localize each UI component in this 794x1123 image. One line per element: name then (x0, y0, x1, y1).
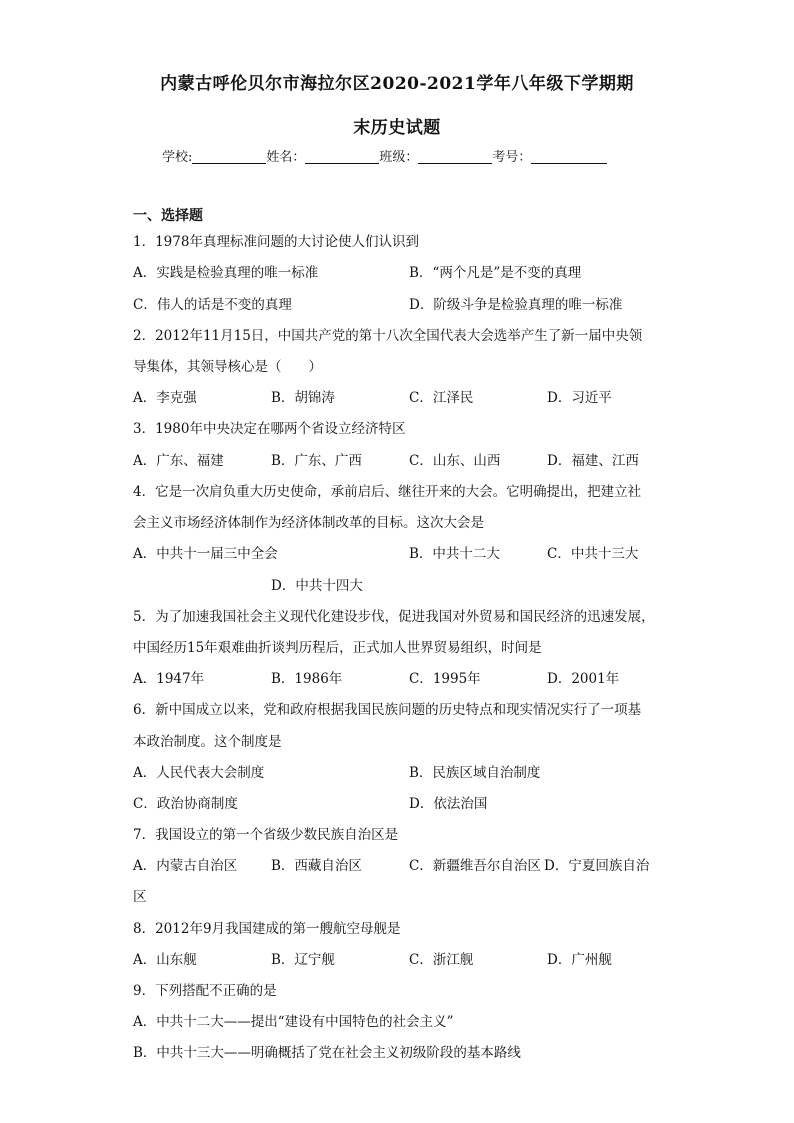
class-label: 班级： (379, 150, 419, 165)
question-6-stem-line2: 本政治制度。这个制度是 (133, 734, 282, 750)
question-4-stem-line1: 4．它是一次肩负重大历史使命，承前启后、继往开来的大会。它明确提出，把建立社 (133, 484, 642, 500)
question-4-option-c[interactable]: C．中共十三大 (547, 546, 639, 562)
question-7-option-d-continued: 区 (133, 889, 147, 905)
question-3-option-b[interactable]: B．广东、广西 (271, 453, 362, 469)
question-4-option-b[interactable]: B．中共十二大 (409, 546, 500, 562)
question-2-option-c[interactable]: C．江泽民 (409, 390, 474, 406)
question-7-option-c[interactable]: C．新疆维吾尔自治区 (409, 858, 541, 874)
question-7-option-d[interactable]: D．宁夏回族自治 (544, 858, 650, 874)
question-1-stem: 1．1978年真理标准问题的大讨论使人们认识到 (133, 234, 419, 250)
question-4-option-a[interactable]: A．中共十一届三中全会 (133, 546, 278, 562)
question-1-option-c[interactable]: C．伟人的话是不变的真理 (133, 297, 292, 313)
question-6-option-b[interactable]: B．民族区域自治制度 (409, 765, 541, 781)
question-5-stem-line2: 中国经历15年艰难曲折谈判历程后，正式加人世界贸易组织，时间是 (133, 640, 542, 656)
question-9-option-b[interactable]: B．中共十三大——明确概括了党在社会主义初级阶段的基本路线 (133, 1045, 521, 1061)
section-heading: 一、选择题 (133, 208, 203, 224)
question-4-stem-line2: 会主义市场经济体制作为经济体制改革的目标。这次大会是 (133, 515, 484, 531)
question-2-option-d[interactable]: D．习近平 (547, 390, 612, 406)
question-9-stem: 9．下列搭配不正确的是 (133, 983, 277, 999)
question-8-option-d[interactable]: D．广州舰 (547, 952, 612, 968)
question-5-stem-line1: 5．为了加速我国社会主义现代化建设步伐，促进我国对外贸易和国民经济的迅速发展， (133, 609, 655, 625)
question-3-option-c[interactable]: C．山东、山西 (409, 453, 501, 469)
question-6-stem-line1: 6．新中国成立以来，党和政府根据我国民族问题的历史特点和现实情况实行了一项基 (133, 702, 642, 718)
question-3-option-a[interactable]: A．广东、福建 (133, 453, 224, 469)
question-8-option-c[interactable]: C．浙江舰 (409, 952, 474, 968)
question-1-option-b[interactable]: B．“两个凡是”是不变的真理 (409, 265, 582, 281)
student-info-row (162, 146, 607, 165)
question-6-option-d[interactable]: D．依法治国 (409, 796, 488, 812)
question-4-option-d[interactable]: D．中共十四大 (271, 578, 363, 594)
question-5-option-a[interactable]: A．1947年 (133, 671, 205, 687)
name-blank[interactable] (305, 149, 379, 164)
exam-title-line1: 内蒙古呼伦贝尔市海拉尔区2020-2021学年八年级下学期期 (160, 74, 634, 94)
class-blank[interactable] (418, 149, 492, 164)
exam-no-blank[interactable] (531, 149, 607, 164)
question-8-option-b[interactable]: B．辽宁舰 (271, 952, 335, 968)
question-7-option-a[interactable]: A．内蒙古自治区 (133, 858, 238, 874)
name-label: 姓名： (266, 150, 306, 165)
question-1-option-d[interactable]: D．阶级斗争是检验真理的唯一标准 (409, 297, 623, 313)
question-5-option-d[interactable]: D．2001年 (547, 671, 620, 687)
question-5-option-c[interactable]: C．1995年 (409, 671, 481, 687)
question-2-option-a[interactable]: A．李克强 (133, 390, 197, 406)
question-6-option-c[interactable]: C．政治协商制度 (133, 796, 238, 812)
exam-no-label: 考号： (492, 150, 532, 165)
question-2-stem-line1: 2．2012年11月15日，中国共产党的第十八次全国代表大会选举产生了新一届中央领 (133, 328, 643, 344)
question-1-option-a[interactable]: A．实践是检验真理的唯一标准 (133, 265, 319, 281)
question-9-option-a[interactable]: A．中共十二大——提出“建设有中国特色的社会主义” (133, 1014, 454, 1030)
question-5-option-b[interactable]: B．1986年 (271, 671, 343, 687)
question-2-option-b[interactable]: B．胡锦涛 (271, 390, 335, 406)
exam-title-line2: 末历史试题 (353, 118, 441, 138)
school-label: 学校: (162, 150, 193, 165)
question-3-stem: 3．1980年中央决定在哪两个省设立经济特区 (133, 421, 406, 437)
question-8-stem: 8．2012年9月我国建成的第一艘航空母舰是 (133, 921, 401, 937)
question-2-stem-line2: 导集体，其领导核心是（ ） (133, 359, 322, 375)
question-6-option-a[interactable]: A．人民代表大会制度 (133, 765, 265, 781)
question-7-option-b[interactable]: B．西藏自治区 (271, 858, 362, 874)
question-3-option-d[interactable]: D．福建、江西 (547, 453, 639, 469)
question-7-stem: 7．我国设立的第一个省级少数民族自治区是 (133, 827, 399, 843)
school-blank[interactable] (192, 149, 266, 164)
question-8-option-a[interactable]: A．山东舰 (133, 952, 197, 968)
